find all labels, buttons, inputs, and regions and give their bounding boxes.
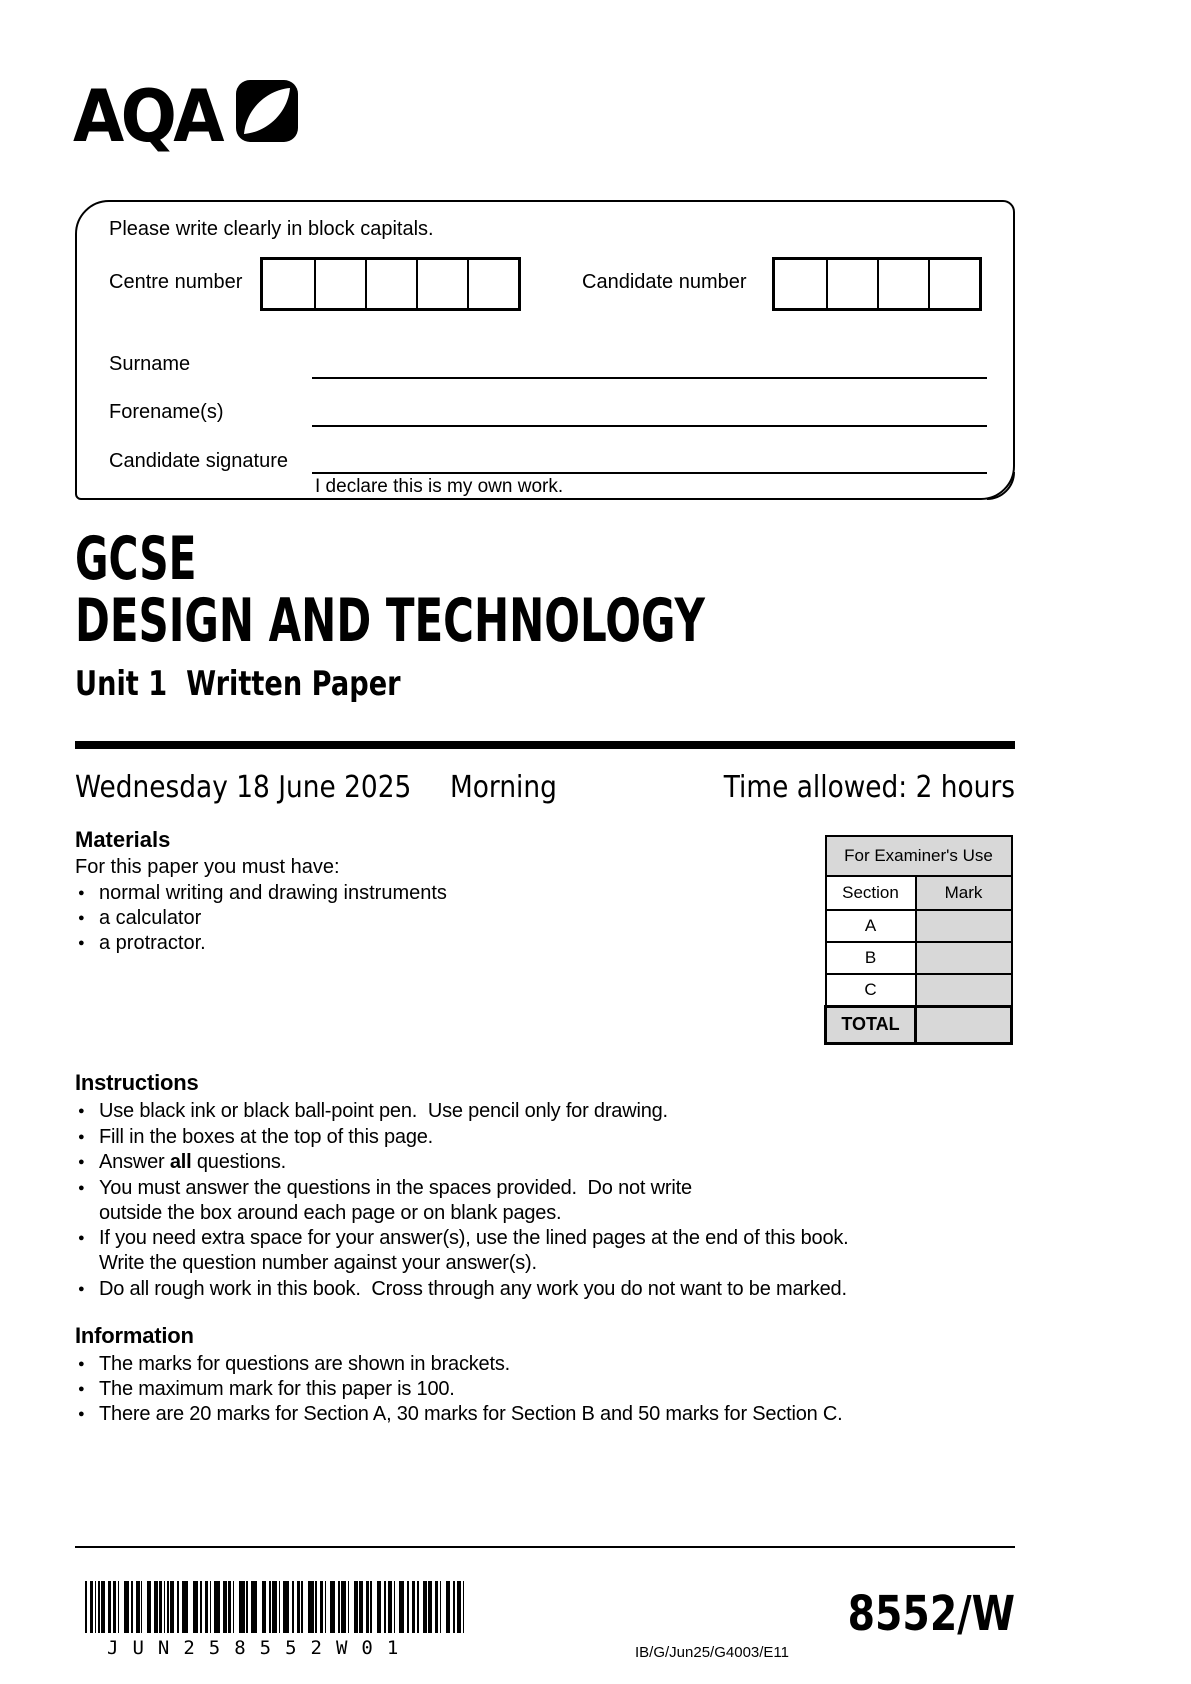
number-cell[interactable] <box>928 260 979 308</box>
mark-cell[interactable] <box>916 942 1012 974</box>
barcode-text: JUN258552W01 <box>107 1637 413 1659</box>
information-list <box>75 1352 975 1427</box>
section-column-header: Section <box>826 876 916 910</box>
centre-number-grid[interactable] <box>260 257 521 311</box>
aqa-leaf-icon <box>236 80 298 147</box>
paper-code: 8552/W <box>847 1586 1015 1642</box>
list-item: ● Use black ink or black ball-point pen. Use pencil only for drawing. <box>75 1099 935 1124</box>
corner-curl-decoration <box>983 468 1015 500</box>
materials-heading: Materials <box>75 827 171 852</box>
list-item: ● If you need extra space for your answer(s), use the lined pages at the end of this book. Write the question number against your answer(s). <box>75 1226 935 1276</box>
total-mark-cell[interactable] <box>916 1006 1012 1043</box>
instructions-list <box>75 1099 935 1302</box>
candidate-number-grid[interactable] <box>772 257 982 311</box>
candidate-signature-label: Candidate signature <box>109 450 289 472</box>
exam-date: Wednesday 18 June 2025 <box>75 770 412 805</box>
instructions-heading: Instructions <box>75 1070 199 1095</box>
number-cell[interactable] <box>416 260 467 308</box>
number-cell[interactable] <box>365 260 416 308</box>
aqa-logo <box>73 74 298 158</box>
declaration-note: I declare this is my own work. <box>315 476 564 497</box>
number-cell[interactable] <box>263 260 314 308</box>
title-rule <box>75 741 1015 749</box>
total-label: TOTAL <box>826 1006 916 1043</box>
number-cell[interactable] <box>314 260 365 308</box>
number-cell[interactable] <box>877 260 928 308</box>
candidate-signature-line[interactable] <box>312 472 987 474</box>
reference-code: IB/G/Jun25/G4003/E11 <box>635 1644 789 1661</box>
session-row <box>75 770 1015 806</box>
list-item: ● There are 20 marks for Section A, 30 marks for Section B and 50 marks for Section C. <box>75 1402 975 1427</box>
forename-line[interactable] <box>312 425 987 427</box>
subject-title: DESIGN AND TECHNOLOGY <box>75 586 705 656</box>
number-cell[interactable] <box>775 260 826 308</box>
list-item: ● a protractor. <box>75 931 775 956</box>
list-item: ● normal writing and drawing instruments <box>75 881 775 906</box>
instructions-section <box>75 1070 935 1302</box>
surname-label: Surname <box>109 353 191 375</box>
aqa-logo-text: AQA <box>73 74 221 158</box>
list-item: ● Answer all questions. <box>75 1150 935 1175</box>
materials-intro: For this paper you must have: <box>75 856 340 878</box>
forename-label: Forename(s) <box>109 401 224 423</box>
list-item: ● The maximum mark for this paper is 100. <box>75 1377 975 1402</box>
unit-subtitle: Unit 1 Written Paper <box>75 664 401 704</box>
section-cell: A <box>826 910 916 942</box>
list-item: ● Fill in the boxes at the top of this page. <box>75 1125 935 1150</box>
materials-section <box>75 827 775 956</box>
number-cell[interactable] <box>826 260 877 308</box>
number-cell[interactable] <box>467 260 518 308</box>
examiner-table <box>824 835 1013 1045</box>
list-item: ● You must answer the questions in the spaces provided. Do not write outside the box around each page or on blank pages. <box>75 1176 935 1226</box>
list-item: ● a calculator <box>75 906 775 931</box>
candidate-details-box <box>75 200 1015 500</box>
surname-line[interactable] <box>312 377 987 379</box>
materials-list <box>75 881 775 956</box>
exam-session: Morning <box>450 770 557 805</box>
time-allowed: Time allowed: 2 hours <box>723 770 1015 805</box>
centre-number-label: Centre number <box>109 271 243 293</box>
section-cell: B <box>826 942 916 974</box>
mark-cell[interactable] <box>916 910 1012 942</box>
information-section <box>75 1323 975 1427</box>
footer-rule <box>75 1546 1015 1548</box>
information-heading: Information <box>75 1323 194 1348</box>
list-item: ● Do all rough work in this book. Cross through any work you do not want to be marked. <box>75 1277 935 1302</box>
candidate-number-label: Candidate number <box>582 271 747 293</box>
examiner-table-title: For Examiner's Use <box>826 836 1012 876</box>
qualification-title: GCSE <box>75 524 197 594</box>
block-capitals-note: Please write clearly in block capitals. <box>109 218 434 240</box>
section-cell: C <box>826 974 916 1006</box>
mark-cell[interactable] <box>916 974 1012 1006</box>
list-item: ● The marks for questions are shown in brackets. <box>75 1352 975 1377</box>
mark-column-header: Mark <box>916 876 1012 910</box>
